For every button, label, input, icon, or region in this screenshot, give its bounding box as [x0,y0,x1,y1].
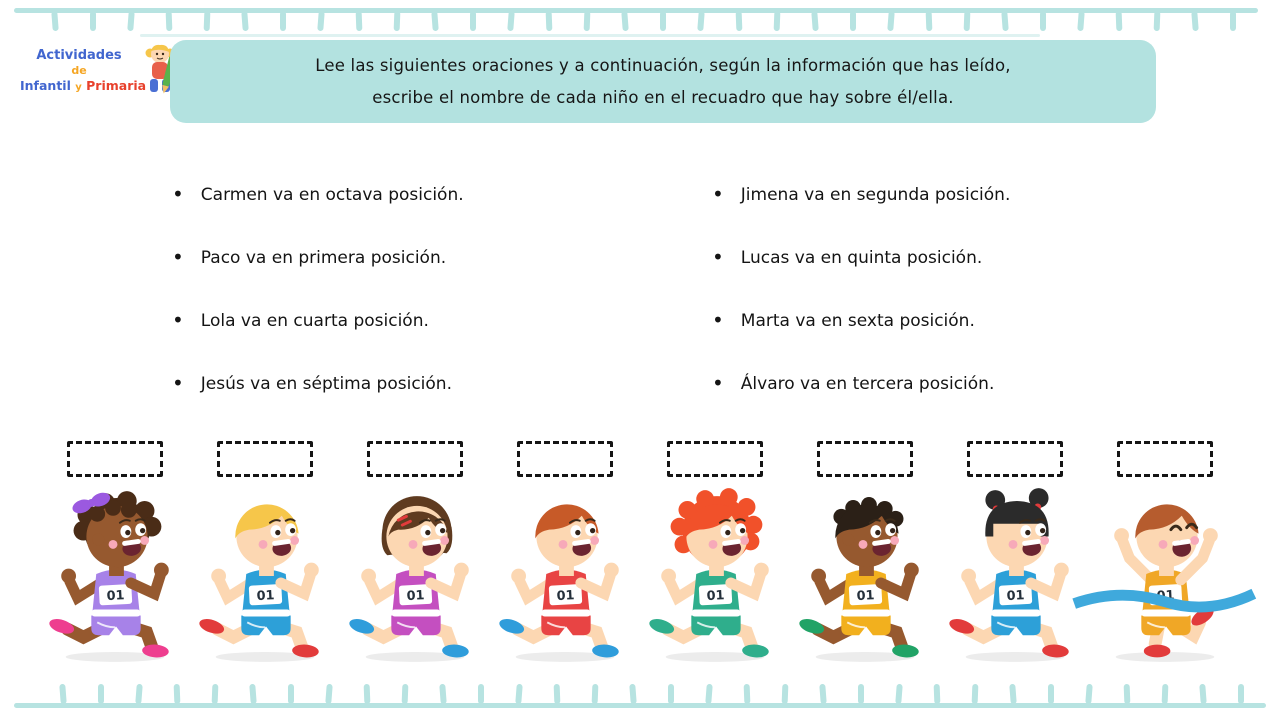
border-tick [926,11,933,31]
sentence-text: Álvaro va en tercera posición. [740,374,995,394]
running-girl-magenta-icon [340,487,490,665]
svg-text:01: 01 [706,588,725,605]
border-tick [98,684,104,704]
border-tick [394,11,401,31]
border-tick [1191,11,1199,31]
border-tick [212,684,219,704]
border-tick [592,684,599,704]
border-tick [697,11,705,31]
border-tick [1085,684,1093,704]
sentence-item-right-4 [712,373,1010,395]
running-boy-blue-icon [190,487,340,665]
border-tick [249,684,257,704]
svg-text:01: 01 [556,588,575,605]
instruction-line-1: Lee las siguientes oraciones y a continuación, según la información que has leído, [315,56,1011,75]
border-tick [325,684,333,704]
border-tick [858,684,864,704]
instruction-box [170,40,1156,123]
sentence-text: Carmen va en octava posición. [200,185,464,205]
logo-line-3 [20,77,147,95]
border-tick [782,684,789,704]
sentence-item-right-2 [712,247,1010,269]
border-tick [964,11,971,31]
border-tick [90,11,96,31]
border-tick [774,11,781,31]
border-tick [895,684,903,704]
border-tick [811,11,819,31]
border-tick [59,684,67,704]
race-row [40,441,1240,665]
sentence-text: Lola va en cuarta posición. [200,311,429,331]
border-tick [1199,684,1207,704]
logo-word-infantil: Infantil [20,77,71,93]
bullet-dot: • [172,182,184,206]
sentence-text: Jesús va en séptima posición. [200,374,452,394]
border-tick [241,11,249,31]
border-tick [1162,684,1169,704]
border-tick [1154,11,1161,31]
border-tick [972,684,979,704]
sentence-text: Lucas va en quinta posición. [740,248,983,268]
border-tick [668,684,674,704]
winning-boy-orange-icon [1090,487,1240,665]
border-tick [1009,684,1017,704]
border-tick [288,684,294,704]
border-tick [166,11,173,31]
bullet-dot: • [172,371,184,395]
border-tick [317,11,325,31]
border-tick [736,11,743,31]
svg-text:01: 01 [106,588,125,605]
answer-box-4[interactable] [517,441,613,477]
bullet-dot: • [172,308,184,332]
border-tick [135,684,143,704]
bullet-dot: • [712,182,724,206]
border-tick [1077,11,1085,31]
sentence-item-left-3 [172,310,464,332]
bullet-dot: • [712,308,724,332]
running-girl-buns-blue-icon [940,487,1090,665]
border-tick [705,684,713,704]
svg-text:01: 01 [856,588,875,605]
running-boy-yellow-icon [790,487,940,665]
sentence-text: Paco va en primera posición. [200,248,447,268]
svg-text:01: 01 [256,588,275,605]
answer-box-8[interactable] [1117,441,1213,477]
answer-box-5[interactable] [667,441,763,477]
answer-box-2[interactable] [217,441,313,477]
border-tick [819,684,827,704]
svg-text:01: 01 [1156,588,1175,605]
sentence-list-left [172,184,464,436]
svg-text:01: 01 [1006,588,1025,605]
logo-word-primaria: Primaria [86,77,147,93]
race-column-7 [940,441,1090,665]
svg-text:01: 01 [406,588,425,605]
race-column-3 [340,441,490,665]
border-tick [478,684,484,704]
sentence-text: Marta va en sexta posición. [740,311,975,331]
border-tick [1116,11,1123,31]
bullet-dot: • [172,245,184,269]
running-girl-purple-icon [40,487,190,665]
border-tick [660,11,666,31]
border-tick [1230,11,1236,31]
border-tick [1048,684,1054,704]
border-tick [364,684,371,704]
race-column-8 [1090,441,1240,665]
border-tick [934,684,941,704]
answer-box-1[interactable] [67,441,163,477]
sentence-item-left-1 [172,184,464,206]
border-tick [629,684,637,704]
top-border-line [14,8,1258,13]
logo-word-y: y [75,81,82,93]
sentence-text: Jimena va en segunda posición. [740,185,1011,205]
border-tick [470,11,476,31]
logo-line-1: Actividades [36,47,122,63]
sentence-item-right-1 [712,184,1010,206]
border-tick [356,11,363,31]
logo-line-2: de [71,64,87,77]
bottom-border-line [14,703,1266,708]
logo [20,42,180,100]
border-tick [1124,684,1131,704]
answer-box-7[interactable] [967,441,1063,477]
border-tick [744,684,751,704]
bullet-dot: • [712,371,724,395]
border-tick [1001,11,1009,31]
border-tick [431,11,439,31]
border-tick [850,11,856,31]
sentence-list-right [712,184,1010,436]
logo-text [20,47,147,95]
border-tick [1238,684,1244,704]
race-column-6 [790,441,940,665]
border-tick [280,11,286,31]
instruction-line-2: escribe el nombre de cada niño en el recuadro que hay sobre él/ella. [372,88,954,107]
race-column-1 [40,441,190,665]
sentence-item-left-4 [172,373,464,395]
race-column-5 [640,441,790,665]
border-tick [204,11,211,31]
border-tick [51,11,59,31]
border-tick [887,11,895,31]
answer-box-6[interactable] [817,441,913,477]
sentence-item-left-2 [172,247,464,269]
border-tick [402,684,409,704]
race-column-2 [190,441,340,665]
answer-box-3[interactable] [367,441,463,477]
border-tick [1040,11,1046,31]
top-border-line-2 [140,34,1040,37]
border-tick [174,684,181,704]
running-girl-teal-icon [640,487,790,665]
border-tick [584,11,591,31]
race-column-4 [490,441,640,665]
border-tick [621,11,629,31]
sentence-item-right-3 [712,310,1010,332]
border-tick [546,11,553,31]
running-boy-red-icon [490,487,640,665]
border-tick [439,684,447,704]
border-tick [554,684,561,704]
border-tick [507,11,515,31]
border-tick [515,684,523,704]
bullet-dot: • [712,245,724,269]
border-tick [127,11,135,31]
